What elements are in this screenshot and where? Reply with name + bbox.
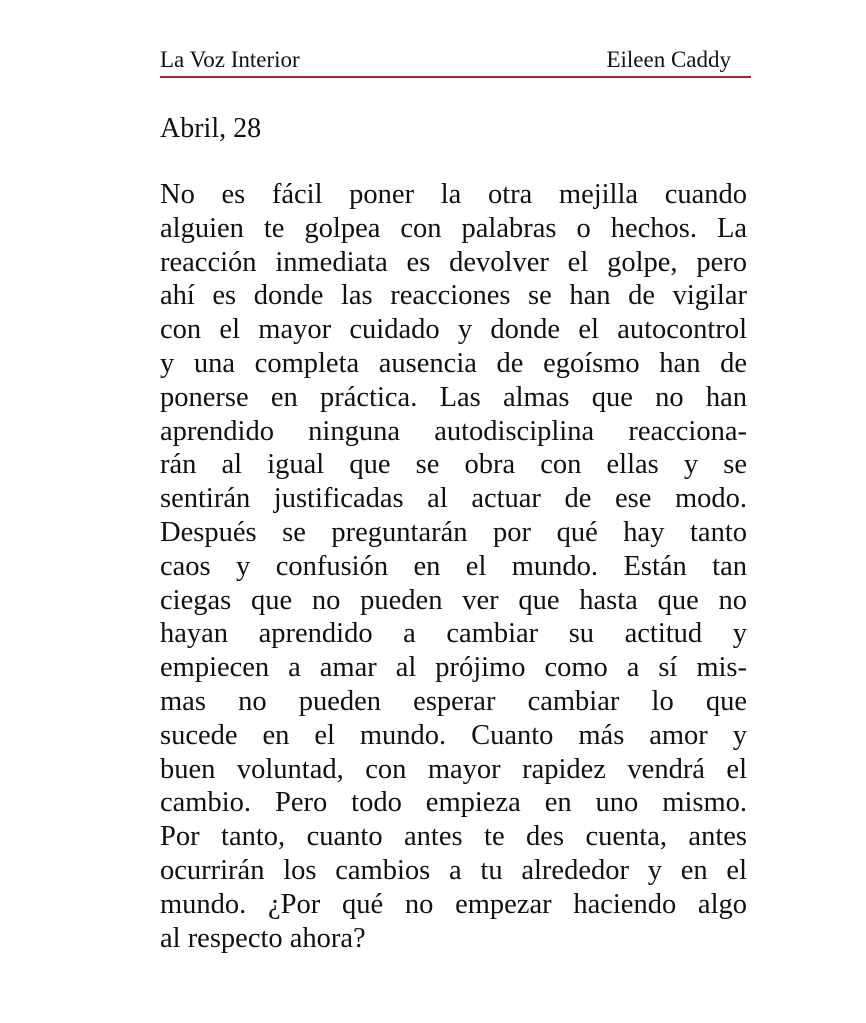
- text-line: buen voluntad, con mayor rapidez vendrá el: [160, 753, 747, 785]
- text-line: No es fácil poner la otra mejilla cuando: [160, 179, 747, 210]
- text-line: ahí es donde las reacciones se han de vigilar: [160, 280, 747, 312]
- text-line: aprendido ninguna autodisciplina reacciona-: [160, 415, 747, 447]
- text-line: al respecto ahora?: [160, 922, 366, 954]
- text-line: Después se preguntarán por qué hay tanto: [160, 516, 747, 548]
- text-line: empiecen a amar al prójimo como a sí mis-: [160, 652, 747, 684]
- text-line: ocurrirán los cambios a tu alrededor y en el: [160, 854, 747, 886]
- text-line: ponerse en práctica. Las almas que no han: [160, 381, 747, 413]
- text-line: mas no pueden esperar cambiar lo que: [160, 685, 747, 717]
- text-line: hayan aprendido a cambiar su actitud y: [160, 618, 747, 650]
- book-title: La Voz Interior: [160, 47, 300, 72]
- text-line: rán al igual que se obra con ellas y se: [160, 449, 747, 481]
- text-line: sentirán justificadas al actuar de ese modo.: [160, 483, 747, 515]
- text-line: reacción inmediata es devolver el golpe, pero: [160, 246, 747, 278]
- text-line: cambio. Pero todo empieza en uno mismo.: [160, 787, 747, 819]
- text-line: caos y confusión en el mundo. Están tan: [160, 550, 747, 582]
- author-name: Eileen Caddy: [606, 47, 731, 72]
- text-line: ciegas que no pueden ver que hasta que no: [160, 584, 747, 616]
- text-line: sucede en el mundo. Cuanto más amor y: [160, 719, 747, 751]
- text-line: con el mayor cuidado y donde el autocontrol: [160, 314, 747, 346]
- text-line: mundo. ¿Por qué no empezar haciendo algo: [160, 888, 747, 920]
- text-line: alguien te golpea con palabras o hechos. La: [160, 212, 747, 244]
- running-header: [160, 44, 751, 78]
- entry-body: [160, 178, 747, 955]
- text-line: y una completa ausencia de egoísmo han de: [160, 347, 747, 379]
- entry-date: Abril, 28: [160, 113, 262, 144]
- text-line: Por tanto, cuanto antes te des cuenta, antes: [160, 821, 747, 853]
